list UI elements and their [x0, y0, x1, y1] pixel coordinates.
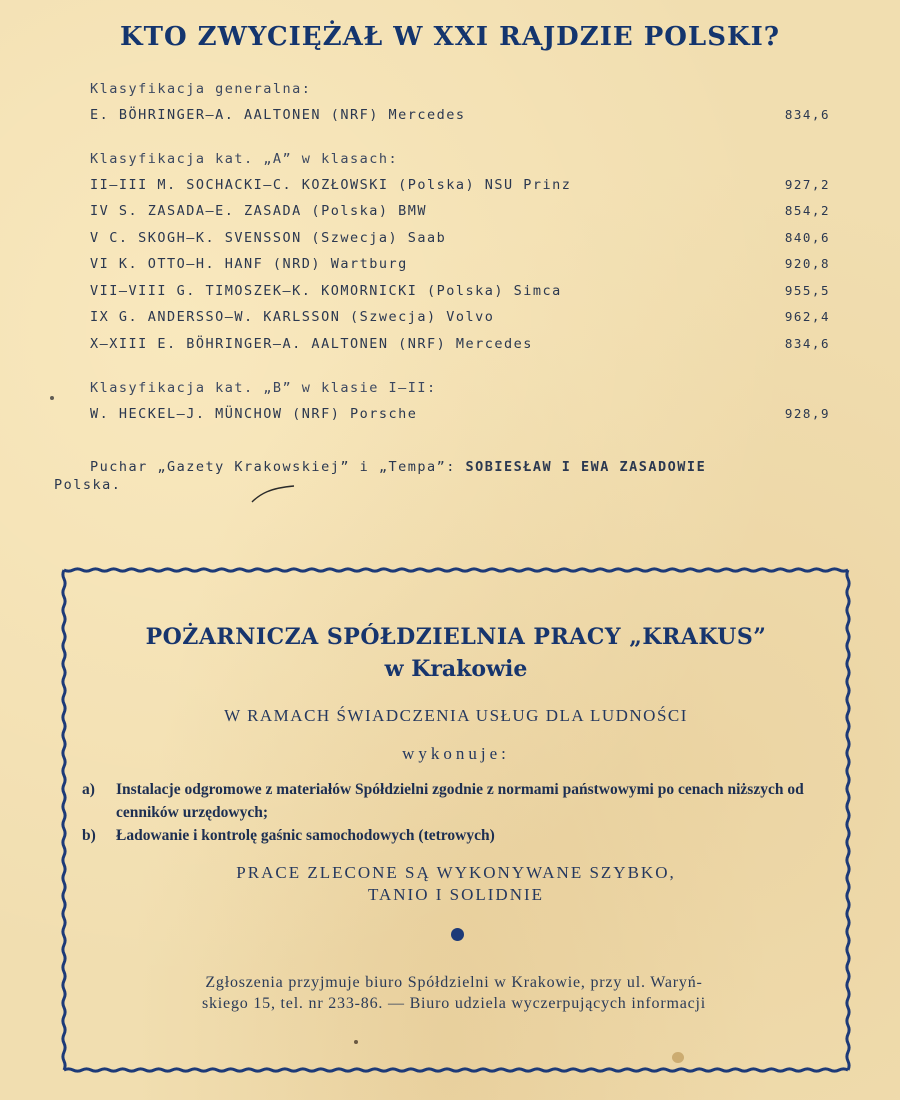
result-score: 834,6	[784, 107, 830, 122]
result-score: 927,2	[784, 176, 830, 192]
result-row	[90, 102, 830, 129]
item-text: Ładowanie i kontrolę gaśnic samochodowych (tetrowych)	[116, 827, 495, 844]
paper-stain	[672, 1052, 684, 1063]
result-row	[90, 331, 830, 358]
result-crew: VI K. OTTO—H. HANF (NRD) Wartburg	[90, 256, 408, 272]
performs-label: wykonuje:	[402, 744, 510, 763]
cup-country: Polska.	[54, 477, 122, 493]
list-item	[82, 778, 832, 824]
result-crew: VII—VIII G. TIMOSZEK—K. KOMORNICKI (Polska) Simca	[90, 282, 562, 299]
result-row	[90, 401, 830, 428]
contact-info	[86, 972, 822, 1014]
services-heading: W RAMACH ŚWIADCZENIA USŁUG DLA LUDNOŚCI	[224, 706, 688, 725]
paper-speck	[354, 1040, 358, 1044]
category-b-heading: Klasyfikacja kat. „B” w klasie I—II:	[90, 380, 437, 396]
rally-results	[90, 76, 830, 428]
paper-speck	[50, 396, 54, 400]
cup-winners	[54, 458, 854, 494]
result-score: 840,6	[784, 229, 830, 245]
result-score: 920,8	[784, 256, 830, 271]
result-row	[90, 278, 830, 305]
company-name: POŻARNICZA SPÓŁDZIELNIA PRACY „KRAKUS”	[145, 624, 767, 650]
result-row	[90, 172, 830, 199]
service-list	[82, 778, 832, 847]
result-crew: X—XIII E. BÖHRINGER—A. AALTONEN (NRF) Mercedes	[90, 335, 533, 352]
pen-stroke-mark	[250, 480, 296, 504]
item-label: a)	[82, 781, 95, 798]
item-text: Instalacje odgromowe z materiałów Spółdzielni zgodnie z normami państwowymi po cenach niższych od cenników urzędowych;	[116, 781, 804, 821]
category-a-heading: Klasyfikacja kat. „A” w klasach:	[90, 150, 399, 167]
result-row	[90, 304, 830, 331]
slogan-line: TANIO I SOLIDNIE	[367, 885, 545, 904]
result-crew: V C. SKOGH—K. SVENSSON (Szwecja) Saab	[90, 229, 447, 246]
cup-label: Puchar „Gazety Krakowskiej” i „Tempa”:	[90, 459, 456, 475]
item-label: b)	[82, 827, 96, 844]
bullet-dot	[451, 928, 464, 941]
result-row	[90, 225, 830, 252]
result-crew: IV S. ZASADA—E. ZASADA (Polska) BMW	[90, 203, 427, 219]
cup-winner-names: SOBIESŁAW I EWA ZASADOWIE	[465, 459, 707, 475]
company-city: w Krakowie	[384, 656, 528, 682]
contact-line: Zgłoszenia przyjmuje biuro Spółdzielni w Krakowie, przy ul. Waryń-	[205, 974, 703, 991]
page-title: KTO ZWYCIĘŻAŁ W XXI RAJDZIE POLSKI?	[120, 22, 780, 52]
result-crew: E. BÖHRINGER—A. AALTONEN (NRF) Mercedes	[90, 107, 466, 123]
result-row	[90, 198, 830, 225]
general-classification-heading: Klasyfikacja generalna:	[90, 81, 312, 97]
result-score: 834,6	[784, 335, 830, 351]
slogan-line: PRACE ZLECONE SĄ WYKONYWANE SZYBKO,	[236, 863, 676, 882]
quick-service-slogan	[58, 862, 854, 906]
result-crew: IX G. ANDERSSO—W. KARLSSON (Szwecja) Volvo	[90, 309, 495, 325]
result-score: 962,4	[784, 309, 830, 324]
list-item	[82, 824, 832, 847]
advertisement	[58, 564, 854, 1076]
result-crew: W. HECKEL—J. MÜNCHOW (NRF) Porsche	[90, 406, 418, 422]
result-score: 854,2	[784, 203, 830, 218]
result-crew: II—III M. SOCHACKI—C. KOZŁOWSKI (Polska) NSU Prinz	[90, 176, 572, 193]
result-score: 928,9	[784, 406, 830, 421]
contact-line: skiego 15, tel. nr 233-86. — Biuro udziela wyczerpujących informacji	[201, 995, 707, 1012]
result-row	[90, 251, 830, 278]
result-score: 955,5	[784, 282, 830, 298]
